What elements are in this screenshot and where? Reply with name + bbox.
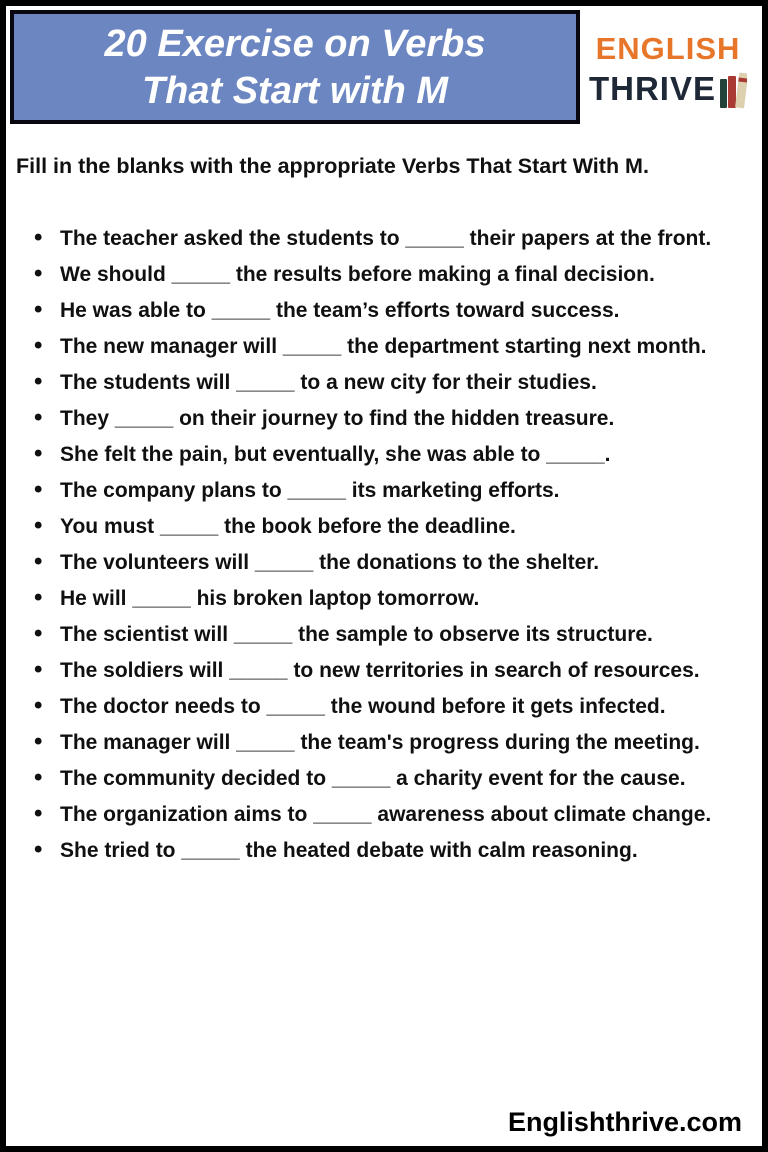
exercise-item-4: • The new manager will _____ the department starting next month. bbox=[60, 329, 746, 364]
exercise-item-14: • The doctor needs to _____ the wound before it gets infected. bbox=[60, 689, 746, 724]
footer-site-name: Englishthrive.com bbox=[507, 1107, 742, 1137]
books-stack-icon bbox=[719, 70, 747, 110]
brand-thrive-row bbox=[589, 68, 747, 110]
exercise-item-17: • The organization aims to _____ awareness about climate change. bbox=[60, 797, 746, 832]
page-title-line2: That Start with M bbox=[141, 70, 449, 112]
exercise-item-1: • The teacher asked the students to _____ their papers at the front. bbox=[60, 221, 746, 256]
exercise-item-15: • The manager will _____ the team's progress during the meeting. bbox=[60, 725, 746, 760]
exercise-item-3: • He was able to _____ the team’s efforts toward success. bbox=[60, 293, 746, 328]
exercise-item-5: • The students will _____ to a new city for their studies. bbox=[60, 365, 746, 400]
brand-logo bbox=[580, 10, 756, 110]
brand-english-text: ENGLISH bbox=[595, 31, 741, 66]
exercise-item-16: • The community decided to _____ a charity event for the cause. bbox=[60, 761, 746, 796]
exercise-item-13: • The soldiers will _____ to new territories in search of resources. bbox=[60, 653, 746, 688]
exercise-item-9: • You must _____ the book before the deadline. bbox=[60, 509, 746, 544]
title-banner bbox=[10, 10, 580, 124]
brand-thrive-text: THRIVE bbox=[588, 70, 716, 107]
exercise-item-7: • She felt the pain, but eventually, she was able to _____. bbox=[60, 437, 746, 472]
exercise-item-8: • The company plans to _____ its marketing efforts. bbox=[60, 473, 746, 508]
page-title-line1: 20 Exercise on Verbs bbox=[104, 23, 486, 65]
exercise-item-2: • We should _____ the results before making a final decision. bbox=[60, 257, 746, 292]
exercise-item-18: • She tried to _____ the heated debate with calm reasoning. bbox=[60, 833, 746, 868]
exercise-item-6: • They _____ on their journey to find the hidden treasure. bbox=[60, 401, 746, 436]
exercise-item-10: • The volunteers will _____ the donations to the shelter. bbox=[60, 545, 746, 580]
exercise-list bbox=[16, 221, 746, 868]
header bbox=[6, 6, 762, 124]
exercise-item-11: • He will _____ his broken laptop tomorrow. bbox=[60, 581, 746, 616]
instruction-text: Fill in the blanks with the appropriate Verbs That Start With M. bbox=[16, 154, 649, 178]
exercise-item-12: • The scientist will _____ the sample to observe its structure. bbox=[60, 617, 746, 652]
